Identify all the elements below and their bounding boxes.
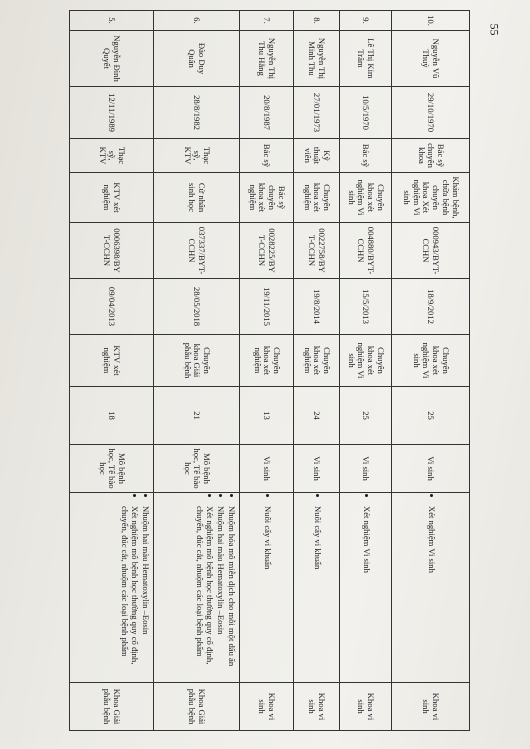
position: KTV xét nghiệm [70, 335, 154, 387]
technique-item: • Xét nghiệm mô bệnh học thường quy cố định, chuyển, đúc cắt, nhuộm các loại bệnh phẩm [195, 506, 215, 679]
certificate-number: 037337/BYT-CCHN [154, 223, 240, 279]
practice-scope: Cử nhân sinh học [154, 173, 240, 223]
certificate-number: 0028225/BYT-CCHN [240, 223, 294, 279]
degree: Thạc sỹ, KTV [70, 139, 154, 173]
row-number: 9. [340, 11, 392, 31]
table-row [240, 11, 294, 731]
page-number: 55 [487, 23, 502, 36]
certificate-date: 19/11/2015 [240, 279, 294, 335]
degree: Thạc sỹ, KTV [154, 139, 240, 173]
certificate-date: 18/9/2012 [392, 279, 470, 335]
staff-table-rotated [70, 10, 470, 730]
table-row [294, 11, 340, 731]
degree: Kỹ thuật viên [294, 139, 340, 173]
count: 25 [392, 387, 470, 445]
table-row [70, 11, 154, 731]
date-of-birth: 10/5/1970 [340, 87, 392, 139]
count: 24 [294, 387, 340, 445]
certificate-date: 28/05/2018 [154, 279, 240, 335]
certificate-date: 15/5/2013 [340, 279, 392, 335]
department: Khoa Giải phẫu bệnh [70, 683, 154, 731]
degree: Bác sỹ [240, 139, 294, 173]
count: 18 [70, 387, 154, 445]
field: Mô bệnh học, Tế bào học [70, 445, 154, 493]
field: Vi sinh [294, 445, 340, 493]
field: Vi sinh [340, 445, 392, 493]
date-of-birth: 29/10/1970 [392, 87, 470, 139]
date-of-birth: 12/11/1989 [70, 87, 154, 139]
technique-item: • Nuôi cấy vi khuẩn [262, 506, 272, 679]
technique-item: • Xét nghiệm mô bệnh học thường quy cố định, chuyển, đúc cắt, nhuộm các loại bệnh phẩm [119, 506, 139, 679]
staff-name: Nguyễn Thị Thu Hằng [240, 31, 294, 87]
field: Mô bệnh học, Tế bào học [154, 445, 240, 493]
techniques [70, 493, 154, 683]
certificate-number: 000943/BYT-CCHN [392, 223, 470, 279]
field: Vi sinh [240, 445, 294, 493]
row-number: 8. [294, 11, 340, 31]
techniques [154, 493, 240, 683]
table-row [154, 11, 240, 731]
degree: Bác sỹ [340, 139, 392, 173]
count: 21 [154, 387, 240, 445]
technique-item: • Nuôi cấy vi khuẩn [312, 506, 322, 679]
date-of-birth: 28/8/1982 [154, 87, 240, 139]
position: Chuyên khoa Giải phẫu bệnh [154, 335, 240, 387]
staff-name: Đào Duy Quân [154, 31, 240, 87]
practice-scope: Khám bệnh, chữa bệnh chuyên khoa Xét nghiệm Vi sinh [392, 173, 470, 223]
row-number: 5. [70, 11, 154, 31]
count: 13 [240, 387, 294, 445]
position: Chuyên khoa xét nghiệm Vi sinh [340, 335, 392, 387]
position: Chuyên khoa xét nghiệm Vi sinh [392, 335, 470, 387]
date-of-birth: 20/8/1987 [240, 87, 294, 139]
technique-item: • Nhuộm hóa mô miễn dịch cho mỗi một dấu ấn [226, 506, 236, 679]
techniques [392, 493, 470, 683]
department: Khoa vi sinh [340, 683, 392, 731]
staff-name: Nguyễn Vũ Thuỷ [392, 31, 470, 87]
technique-item: • Nhuộm hai màu Hematoxylin –Eosin [140, 506, 150, 679]
department: Khoa vi sinh [294, 683, 340, 731]
row-number: 6. [154, 11, 240, 31]
techniques [294, 493, 340, 683]
field: Vi sinh [392, 445, 470, 493]
staff-name: Lê Thị Kim Trâm [340, 31, 392, 87]
practice-scope: KTV xét nghiệm [70, 173, 154, 223]
technique-item: • Nhuộm hai màu Hematoxylin –Eosin [215, 506, 225, 679]
technique-item: • Xét nghiệm Vi sinh [426, 506, 436, 679]
date-of-birth: 27/01/1973 [294, 87, 340, 139]
table-row [392, 11, 470, 731]
practice-scope: Chuyên khoa xét nghiệm Vi sinh [340, 173, 392, 223]
staff-name: Nguyễn Đình Quyết [70, 31, 154, 87]
technique-item: • Xét nghiệm Vi sinh [361, 506, 371, 679]
row-number: 7. [240, 11, 294, 31]
certificate-number: 0022758/BYT-CCHN [294, 223, 340, 279]
techniques [240, 493, 294, 683]
table-row [340, 11, 392, 731]
certificate-date: 19/8/2014 [294, 279, 340, 335]
department: Khoa Giải phẫu bệnh [154, 683, 240, 731]
staff-table [69, 10, 470, 731]
techniques [340, 493, 392, 683]
certificate-number: 004880/BYT-CCHN [340, 223, 392, 279]
department: Khoa vi sinh [240, 683, 294, 731]
certificate-number: 0006398/BYT-CCHN [70, 223, 154, 279]
staff-name: Nguyễn Thị Minh Thu [294, 31, 340, 87]
row-number: 10. [392, 11, 470, 31]
degree: Bác sỹ chuyên khoa [392, 139, 470, 173]
count: 25 [340, 387, 392, 445]
position: Chuyên khoa xét nghiệm [294, 335, 340, 387]
position: Chuyên khoa xét nghiệm [240, 335, 294, 387]
practice-scope: Chuyên khoa xét nghiệm [294, 173, 340, 223]
department: Khoa vi sinh [392, 683, 470, 731]
practice-scope: Bác sỹ chuyên khoa xét nghiệm [240, 173, 294, 223]
certificate-date: 09/04/2013 [70, 279, 154, 335]
